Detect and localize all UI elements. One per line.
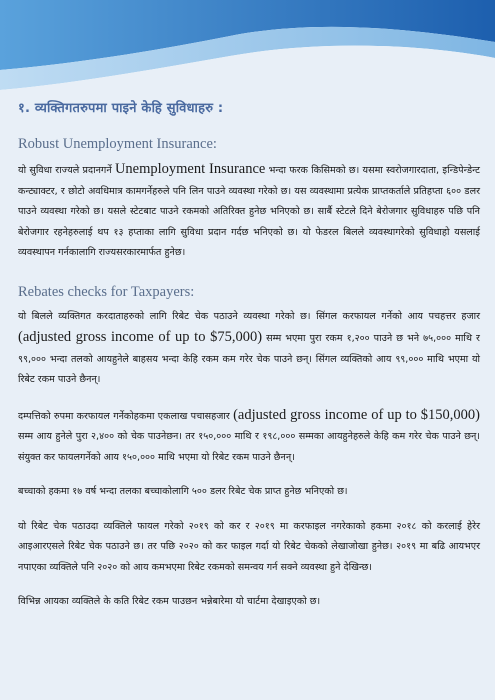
rebate-paragraph-chart-note: विभिन्न आयका व्यक्तिले के कति रिबेट रकम पाउछन भन्नेबारेमा यो चार्टमा देखाइएको छ। [18, 596, 321, 607]
rebate-section [18, 284, 480, 613]
rebate-paragraph-timing: यो रिबेट चेक पठाउदा व्यक्तिले फायल गरेको २०१९ को कर र २०१९ मा करफाइल नगरेकाको हकमा २०१८ को करलाई हेरेर आइआरएसले रिबेट चेक पठाउने छ। तर पछि २०२० को कर फाइल गर्दा यो रिबेट चेकको लेखाजोखा हुनेछ। २०१९ मा बढि आयभएर नपाएका व्यक्तिले पनि २०२० को आय कमभएमा रिबेट रकमको समन्वय गर्न सक्ने व्यवस्था हुने देखिन्छ। [18, 520, 480, 573]
section-heading: १. व्यक्तिगतरुपमा पाइने केहि सुविधाहरु : [18, 101, 224, 116]
para-text: भन्दा फरक किसिमको छ। यसमा स्वरोजगारदाता, इन्डिपेन्डेन्ट कन्ट्याक्टर, र छोटो अवधिमात्र कामगर्नेहरुले पनि लिन पाउने व्यवस्था गरेको छ। यस व्यवस्थामा प्रत्येक प्राप्तकर्ताले प्रतिहप्ता ६०० डलर पाउने व्यवस्था गरेको छ। यसले स्टेटबाट पाउने रकमको अतिरिक्त हुनेछ भनिएको छ। सार्बै स्टेटले दिने बेरोजगार सुविधाहरु पछि पनि बेरोजगार रहनेहरुलाई थप १३ हप्ताका लागि सुविधा प्रदान गर्दछ भनिएको छ। यो फेडरल बिलले व्यवस्थागरेको सुविधाहो यसलाई व्यवस्थापन गर्नकालागि राज्यसरकारमार्फत हुनेछ। [18, 165, 480, 258]
header-wave-decoration [0, 0, 495, 100]
document-body [18, 98, 480, 627]
para-text: दम्पत्तिको रुपमा करफायल गर्नेकोहकमा एकलाख पचासहजार [18, 410, 234, 422]
para-text: यो सुविधा राज्यले प्रदानगर्ने [18, 165, 115, 176]
para-english-term: Unemployment Insurance [114, 161, 266, 177]
rebate-paragraph-children: बच्चाको हकमा १७ वर्ष भन्दा तलका बच्चाकोलागि ५०० डलर रिबेट चेक प्राप्त हुनेछ भनिएको छ। [18, 486, 348, 497]
para-text: सम्म भएमा पुरा रकम १,२०० पाउने छ भने ७५,००० माथि र ९९,००० भन्दा तलको आयहुनेले बाहसय भन्दा केहि रकम कम गरेर चेक पाउने छन्। सिंगल व्यक्तिको आय ९९,००० माथि भएमा यो रिबेट रकम पाउने छैनन्। [18, 333, 480, 385]
unemployment-subtitle: Robust Unemployment Insurance: [18, 136, 217, 152]
para-english-term: (adjusted gross income of up to $150,000) [233, 406, 480, 423]
para-text: सम्म आय हुनेले पुरा २,४०० को चेक पाउनेछन। तर १५०,००० माथि र १९८,००० सम्मका आयहुनेहरुले केहि कम गरेर चेक पाउने छन्। संयुक्त कर फायलगर्नेको आय १५०,००० माथि भएमा यो रिबेट रकम पाउने छैनन्। [18, 431, 480, 463]
para-english-term: (adjusted gross income of up to $75,000) [18, 329, 263, 345]
rebate-paragraph-couple [18, 405, 480, 469]
rebate-paragraph-single [18, 307, 480, 391]
rebate-subtitle: Rebates checks for Taxpayers: [18, 283, 195, 300]
para-text: यो बिलले व्यक्तिगत करदाताहरुको लागि रिबेट चेक पठाउने व्यवस्था गरेको छ। सिंगल करफायल गर्नेको आय पचहत्तर हजार [18, 310, 480, 322]
unemployment-section [18, 136, 480, 264]
unemployment-paragraph [18, 159, 480, 264]
